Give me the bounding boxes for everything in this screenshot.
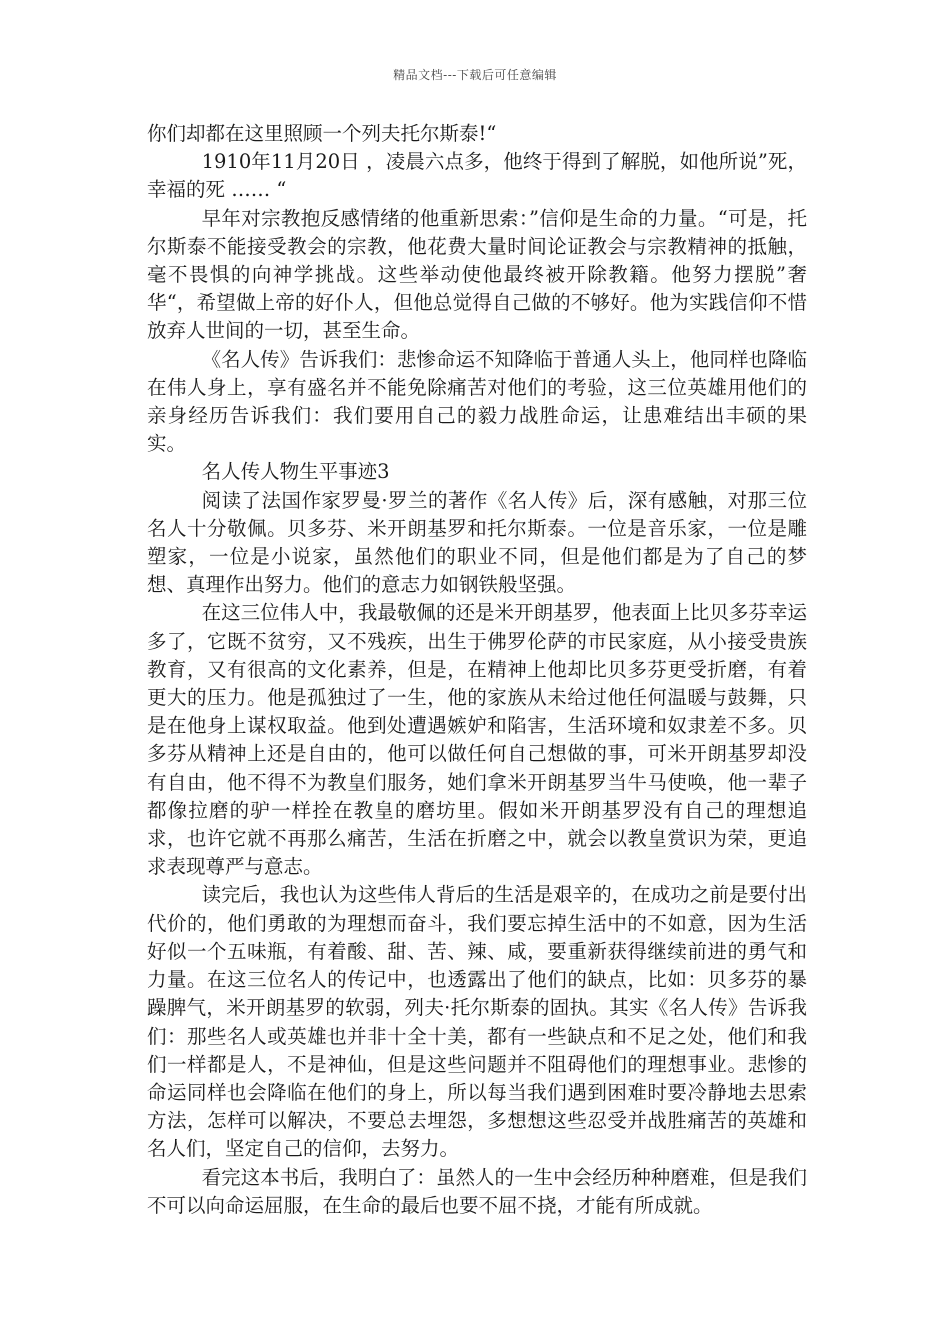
paragraph: 读完后，我也认为这些伟人背后的生活是艰辛的，在成功之前是要付出代价的，他们勇敢的为理想而奋斗，我们要忘掉生活中的不如意，因为生活好似一个五味瓶，有着酸、甜、苦、辣、咸，要重新获得继续前进的勇气和力量。在这三位名人的传记中，也透露出了他们的缺点，比如：贝多芬的暴躁脾气，米开朗基罗的软弱，列夫·托尔斯泰的固执。其实《名人传》告诉我们：那些名人或英雄也并非十全十美，都有一些缺点和不足之处，他们和我们一样都是人，不是神仙，但是这些问题并不阻碍他们的理想事业。悲惨的命运同样也会降临在他们的身上，所以每当我们遇到困难时要冷静地去思索方法，怎样可以解决，不要总去埋怨，多想想这些忍受并战胜痛苦的英雄和名人们，坚定自己的信仰，去努力。	[147, 883, 807, 1161]
paragraph: 你们却都在这里照顾一个列夫托尔斯泰!“	[147, 122, 497, 145]
paragraph: 《名人传》告诉我们：悲惨命运不知降临于普通人头上，他同样也降临在伟人身上，享有盛名并不能免除痛苦对他们的考验，这三位英雄用他们的亲身经历告诉我们：我们要用自己的毅力战胜命运，让患难结出丰硕的果实。	[147, 347, 807, 456]
paragraph: 阅读了法国作家罗曼·罗兰的著作《名人传》后，深有感触，对那三位名人十分敬佩。贝多芬、米开朗基罗和托尔斯泰。一位是音乐家，一位是雕塑家，一位是小说家，虽然他们的职业不同，但是他们都是为了自己的梦想、真理作出努力。他们的意志力如钢铁般坚强。	[147, 488, 807, 597]
paragraph: 在这三位伟人中，我最敬佩的还是米开朗基罗，他表面上比贝多芬幸运多了，它既不贫穷，又不残疾，出生于佛罗伦萨的市民家庭，从小接受贵族教育，又有很高的文化素养，但是，在精神上他却比贝多芬更受折磨，有着更大的压力。他是孤独过了一生，他的家族从未给过他任何温暖与鼓舞，只是在他身上谋权取益。他到处遭遇嫉妒和陷害，生活环境和奴隶差不多。贝多芬从精神上还是自由的，他可以做任何自己想做的事，可米开朗基罗却没有自由，他不得不为教皇们服务，她们拿米开朗基罗当牛马使唤，他一辈子都像拉磨的驴一样拴在教皇的磨坊里。假如米开朗基罗没有自己的理想追求，也许它就不再那么痛苦，生活在折磨之中，就会以教皇赏识为荣，更追求表现尊严与意志。	[147, 601, 807, 879]
paragraph: 1910年11月20日 ，凌晨六点多，他终于得到了解脱，如他所说”死，幸福的死 …… “	[147, 150, 807, 202]
document-body	[147, 120, 807, 1220]
page-header: 精品文档---下载后可任意编辑	[393, 68, 557, 82]
paragraph: 早年对宗教抱反感情绪的他重新思索：”信仰是生命的力量。“可是，托尔斯泰不能接受教会的宗教，他花费大量时间论证教会与宗教精神的抵触，毫不畏惧的向神学挑战。这些举动使他最终被开除教籍。他努力摆脱”奢华“，希望做上帝的好仆人，但他总觉得自己做的不够好。他为实践信仰不惜放弃人世间的一切，甚至生命。	[147, 206, 807, 343]
section-title: 名人传人物生平事迹3	[201, 460, 390, 484]
paragraph: 看完这本书后，我明白了：虽然人的一生中会经历种种磨难，但是我们不可以向命运屈服，在生命的最后也要不屈不挠，才能有所成就。	[147, 1165, 807, 1217]
